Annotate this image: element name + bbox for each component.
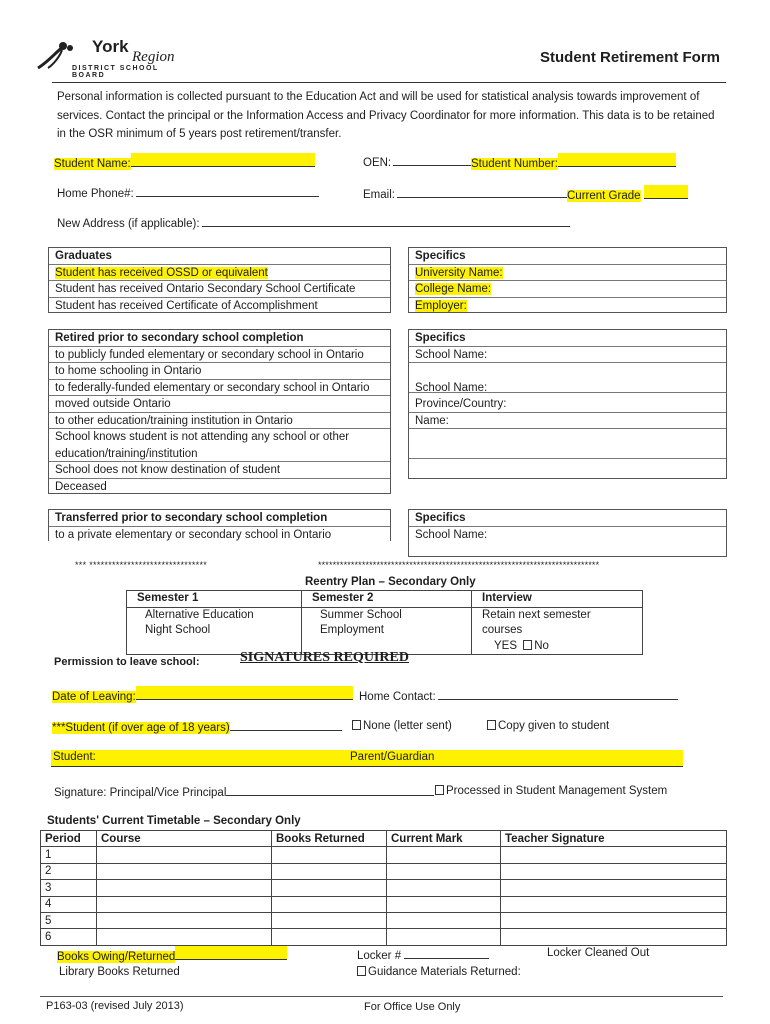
- logo: [34, 38, 194, 78]
- processed-sms-checkbox[interactable]: [435, 785, 444, 795]
- graduates-specifics-box: [408, 247, 727, 313]
- copy-given-checkbox[interactable]: [487, 720, 496, 730]
- specifics-heading: Specifics: [409, 248, 726, 265]
- guidance-checkbox[interactable]: [357, 966, 366, 976]
- new-address-field[interactable]: New Address (if applicable):: [57, 215, 570, 230]
- locker-cleaned-label: Locker Cleaned Out: [547, 947, 650, 959]
- transferred-specifics-box: [408, 509, 727, 557]
- none-letter-sent-checkbox[interactable]: [352, 720, 361, 730]
- school-name-field-2[interactable]: School Name:: [415, 381, 488, 394]
- retired-item[interactable]: to home schooling in Ontario: [49, 363, 390, 380]
- home-phone-field[interactable]: Home Phone#:: [57, 185, 319, 200]
- specifics-heading: Specifics: [409, 330, 726, 347]
- retired-heading: Retired prior to secondary school completion: [49, 330, 390, 347]
- table-row: 2: [41, 863, 727, 879]
- office-use-label: For Office Use Only: [364, 1001, 461, 1013]
- parent-guardian-label: Parent/Guardian: [350, 751, 435, 763]
- principal-signature-field[interactable]: Signature: Principal/Vice Principal: [54, 784, 434, 799]
- employer-field[interactable]: Employer:: [415, 299, 467, 312]
- course-header: Course: [97, 831, 272, 847]
- interview-heading: Interview: [482, 592, 532, 604]
- graduates-item[interactable]: Student has received Ontario Secondary School Certificate: [49, 281, 390, 298]
- semester-1-heading: Semester 1: [137, 592, 199, 604]
- university-name-field[interactable]: University Name:: [409, 265, 726, 282]
- retired-item[interactable]: moved outside Ontario: [49, 396, 390, 413]
- table-row: 3: [41, 880, 727, 896]
- intro-text: Personal information is collected pursuant to the Education Act and will be used for statistical analysis towards improvement of services. Contact the principal or the Information Access and Privacy Coordinator for more information. This data is to be retained in the OSR minimum of 5 years post retirement/transfer.: [57, 91, 715, 140]
- table-row: 1: [41, 847, 727, 863]
- province-country-field[interactable]: Province/Country:: [409, 396, 726, 413]
- blank-field[interactable]: [409, 459, 726, 476]
- footer-divider: [40, 996, 723, 997]
- logo-region: Region: [132, 49, 175, 65]
- alternative-education-option[interactable]: Alternative Education: [145, 608, 254, 621]
- name-field[interactable]: Name:: [409, 413, 726, 430]
- footer-code: P163-03 (revised July 2013): [46, 1000, 184, 1012]
- transferred-box: [48, 509, 391, 541]
- school-name-field[interactable]: School Name:: [409, 347, 726, 364]
- retired-box: [48, 329, 391, 494]
- specifics-heading: Specifics: [409, 510, 726, 527]
- retired-item[interactable]: to federally-funded elementary or secondary school in Ontario: [49, 380, 390, 397]
- permission-label: Permission to leave school:: [54, 656, 200, 668]
- transferred-heading: Transferred prior to secondary school completion: [49, 510, 390, 527]
- graduates-heading: Graduates: [49, 248, 390, 265]
- retired-item[interactable]: to other education/training institution in Ontario: [49, 413, 390, 430]
- graduates-box: [48, 247, 391, 313]
- none-letter-sent-option[interactable]: None (letter sent): [352, 720, 452, 732]
- employment-option[interactable]: Employment: [320, 624, 384, 636]
- reentry-table: [126, 590, 643, 655]
- asterisk-divider-right: *****************************************************************************: [318, 560, 600, 570]
- graduates-item[interactable]: Student has received OSSD or equivalent: [49, 265, 390, 282]
- summer-school-option[interactable]: Summer School: [320, 608, 402, 621]
- student-over-18-field[interactable]: ***Student (if over age of 18 years): [52, 719, 342, 734]
- student-signature-field[interactable]: Student: Parent/Guardian: [51, 750, 683, 767]
- teacher-signature-header: Teacher Signature: [501, 831, 727, 847]
- guidance-returned-option[interactable]: Guidance Materials Returned:: [357, 966, 521, 978]
- no-checkbox[interactable]: [523, 640, 532, 650]
- books-returned-header: Books Returned: [272, 831, 387, 847]
- blank-field[interactable]: [409, 429, 726, 459]
- retain-courses-label: Retain next semester courses: [482, 608, 591, 636]
- table-row: 6: [41, 929, 727, 945]
- yes-option[interactable]: YES: [494, 639, 518, 652]
- retired-item[interactable]: education/training/institution: [49, 446, 390, 463]
- night-school-option[interactable]: Night School: [145, 624, 211, 636]
- date-of-leaving-field[interactable]: Date of Leaving:: [52, 686, 353, 703]
- timetable: [40, 830, 727, 946]
- table-row: 5: [41, 912, 727, 928]
- timetable-title: Students' Current Timetable – Secondary Only: [47, 815, 301, 827]
- retired-item[interactable]: School does not know destination of student: [49, 462, 390, 479]
- signatures-required: SIGNATURES REQUIRED: [240, 650, 409, 665]
- logo-subtitle: DISTRICT SCHOOL BOARD: [72, 65, 159, 79]
- graduates-item[interactable]: Student has received Certificate of Accomplishment: [55, 299, 318, 312]
- retired-item[interactable]: to publicly funded elementary or secondary school in Ontario: [49, 347, 390, 364]
- retired-specifics-box: [408, 329, 727, 479]
- library-books-label: Library Books Returned: [59, 966, 180, 978]
- books-owing-field[interactable]: Books Owing/Returned: [57, 946, 287, 963]
- retired-item[interactable]: Deceased: [55, 480, 107, 493]
- retired-item[interactable]: School knows student is not attending any school or other: [55, 431, 350, 443]
- semester-2-heading: Semester 2: [312, 592, 374, 604]
- current-mark-header: Current Mark: [387, 831, 501, 847]
- transferred-school-name-field[interactable]: School Name:: [415, 528, 488, 541]
- home-contact-field[interactable]: Home Contact:: [359, 688, 678, 703]
- reentry-title: Reentry Plan – Secondary Only: [305, 576, 476, 588]
- no-label: No: [534, 639, 549, 652]
- student-name-field[interactable]: Student Name:: [54, 153, 315, 170]
- college-name-field[interactable]: College Name:: [409, 281, 726, 298]
- header-divider: [52, 82, 726, 83]
- copy-given-option[interactable]: Copy given to student: [487, 720, 609, 732]
- period-header: Period: [41, 831, 97, 847]
- asterisk-divider-left: *** *******************************: [75, 560, 208, 570]
- current-grade-field[interactable]: Current Grade: [567, 185, 688, 202]
- logo-york: York: [92, 37, 129, 56]
- table-row: 4: [41, 896, 727, 912]
- locker-field[interactable]: Locker #: [357, 947, 489, 962]
- student-number-field[interactable]: Student Number:: [471, 153, 676, 170]
- email-field[interactable]: Email:: [363, 186, 567, 201]
- processed-sms-option[interactable]: Processed in Student Management System: [435, 785, 667, 797]
- transferred-item[interactable]: to a private elementary or secondary school in Ontario: [55, 528, 332, 541]
- oen-field[interactable]: OEN:: [363, 154, 475, 169]
- form-title: Student Retirement Form: [540, 49, 721, 66]
